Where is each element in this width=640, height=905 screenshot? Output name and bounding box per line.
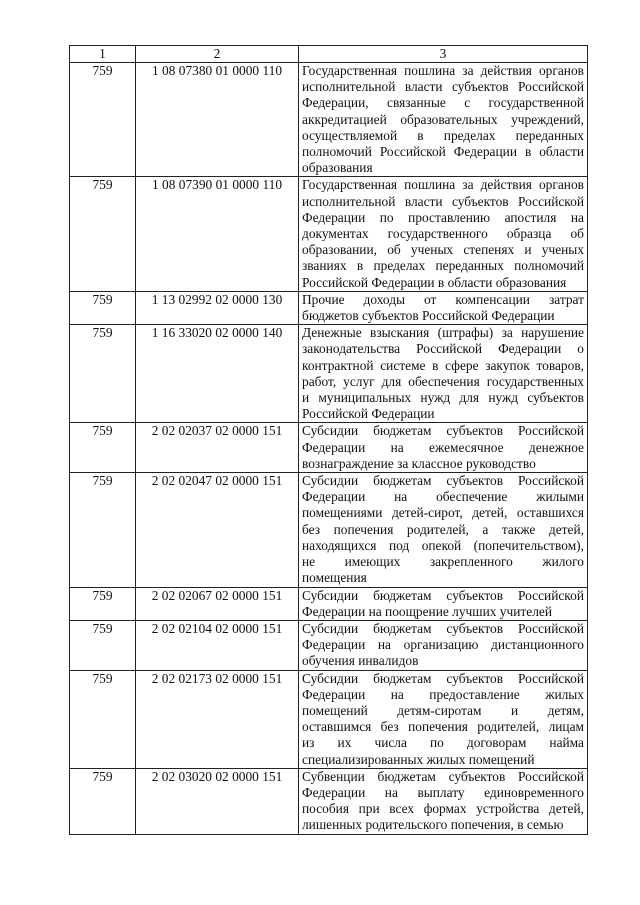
revenue-code-cell: 1 16 33020 02 0000 140 xyxy=(136,325,299,423)
revenue-name-cell xyxy=(299,63,588,177)
admin-code-cell: 759 xyxy=(70,670,136,768)
table-row xyxy=(70,63,588,177)
revenue-name-cell xyxy=(299,177,588,291)
revenue-name-line: документах государственного образца об xyxy=(302,226,584,242)
revenue-name-line: Федерации по проставлению апостиля на xyxy=(302,209,584,225)
admin-code-cell: 759 xyxy=(70,63,136,177)
revenue-name-cell xyxy=(299,670,588,768)
revenue-name-line: исполнительной власти субъектов Российской xyxy=(302,79,584,95)
admin-code-cell: 759 xyxy=(70,325,136,423)
revenue-name-cell xyxy=(299,587,588,620)
revenue-name-line: находящихся под опекой (попечительством), xyxy=(302,537,584,553)
revenue-name-line: лишенных родительского попечения, в семью xyxy=(302,817,564,833)
admin-code-cell: 759 xyxy=(70,587,136,620)
revenue-name-line: Федерации на ежемесячное денежное xyxy=(302,439,584,455)
table-row xyxy=(70,423,588,473)
revenue-name-line: Субсидии бюджетам субъектов Российской xyxy=(302,587,584,603)
revenue-name-line: помещений детям-сиротам и детям, xyxy=(302,702,584,718)
table-header-row xyxy=(70,46,588,63)
table-row xyxy=(70,768,588,834)
revenue-name-line: обучения инвалидов xyxy=(302,653,419,669)
revenue-name-line: Федерации на обеспечение жилыми xyxy=(302,489,584,505)
table-row xyxy=(70,587,588,620)
table-body xyxy=(70,63,588,835)
revenue-name-line: Федерации на поощрение лучших учителей xyxy=(302,603,552,619)
revenue-name-cell xyxy=(299,325,588,423)
revenue-code-cell: 2 02 02104 02 0000 151 xyxy=(136,620,299,670)
revenue-name-cell xyxy=(299,620,588,670)
admin-code-cell: 759 xyxy=(70,423,136,473)
revenue-name-line: Федерации, связанные с государственной xyxy=(302,95,584,111)
revenue-name-line: Российской Федерации в области образования xyxy=(302,274,567,290)
revenue-name-line: Субсидии бюджетам субъектов Российской xyxy=(302,670,584,686)
table-row xyxy=(70,291,588,324)
revenue-name-line: помещениями детей-сирот, детей, оставшихся xyxy=(302,505,584,521)
table-row xyxy=(70,473,588,587)
revenue-name-line: полномочий Российской Федерации в области xyxy=(302,144,584,160)
admin-code-cell: 759 xyxy=(70,620,136,670)
revenue-name-cell xyxy=(299,473,588,587)
revenue-name-line: Федерации на предоставление жилых xyxy=(302,686,584,702)
revenue-name-line: Субвенции бюджетам субъектов Российской xyxy=(302,768,584,784)
revenue-name-line: пособия при всех формах устройства детей, xyxy=(302,801,584,817)
revenue-name-line: осуществляемой в пределах переданных xyxy=(302,127,584,143)
revenue-code-cell: 2 02 02173 02 0000 151 xyxy=(136,670,299,768)
revenue-name-line: из их числа по договорам найма xyxy=(302,735,584,751)
revenue-code-cell: 2 02 02067 02 0000 151 xyxy=(136,587,299,620)
budget-classification-table xyxy=(69,45,588,835)
table-row xyxy=(70,177,588,291)
revenue-name-line: оставшимся без попечения родителей, лицам xyxy=(302,719,584,735)
revenue-code-cell: 2 02 02037 02 0000 151 xyxy=(136,423,299,473)
revenue-name-line: не имеющих закрепленного жилого xyxy=(302,554,584,570)
header-col-3: 3 xyxy=(299,46,588,63)
revenue-name-line: званиях в пределах переданных полномочий xyxy=(302,258,584,274)
admin-code-cell: 759 xyxy=(70,291,136,324)
revenue-name-line: Субсидии бюджетам субъектов Российской xyxy=(302,473,584,489)
revenue-name-line: бюджетов субъектов Российской Федерации xyxy=(302,308,555,324)
revenue-name-line: Государственная пошлина за действия органов xyxy=(302,63,584,78)
revenue-name-line: Государственная пошлина за действия органов xyxy=(302,177,584,193)
revenue-name-line: вознаграждение за классное руководство xyxy=(302,455,536,471)
table-row xyxy=(70,670,588,768)
revenue-code-cell: 1 08 07380 01 0000 110 xyxy=(136,63,299,177)
revenue-name-cell xyxy=(299,291,588,324)
revenue-name-line: образования xyxy=(302,160,373,176)
revenue-name-line: образовании, об ученых степенях и ученых xyxy=(302,242,584,258)
revenue-name-line: Субсидии бюджетам субъектов Российской xyxy=(302,620,584,636)
admin-code-cell: 759 xyxy=(70,473,136,587)
revenue-name-line: работ, услуг для обеспечения государственных xyxy=(302,373,584,389)
revenue-name-line: без попечения родителей, а также детей, xyxy=(302,521,584,537)
revenue-name-line: специализированных жилых помещений xyxy=(302,751,535,767)
revenue-name-line: Субсидии бюджетам субъектов Российской xyxy=(302,423,584,439)
revenue-name-line: законодательства Российской Федерации о xyxy=(302,341,584,357)
revenue-name-cell xyxy=(299,423,588,473)
revenue-code-cell: 2 02 02047 02 0000 151 xyxy=(136,473,299,587)
revenue-name-line: Российской Федерации xyxy=(302,406,435,422)
revenue-name-line: Денежные взыскания (штрафы) за нарушение xyxy=(302,325,584,341)
revenue-name-line: и муниципальных нужд для нужд субъектов xyxy=(302,390,584,406)
revenue-name-line: контрактной системе в сфере закупок товаров, xyxy=(302,357,584,373)
header-col-2: 2 xyxy=(136,46,299,63)
admin-code-cell: 759 xyxy=(70,177,136,291)
table-row xyxy=(70,620,588,670)
revenue-code-cell: 2 02 03020 02 0000 151 xyxy=(136,768,299,834)
revenue-name-line: Прочие доходы от компенсации затрат xyxy=(302,291,584,307)
table-row xyxy=(70,325,588,423)
revenue-name-line: Федерации на выплату единовременного xyxy=(302,784,584,800)
header-col-1: 1 xyxy=(70,46,136,63)
admin-code-cell: 759 xyxy=(70,768,136,834)
revenue-name-cell xyxy=(299,768,588,834)
revenue-name-line: исполнительной власти субъектов Российской xyxy=(302,193,584,209)
revenue-name-line: помещения xyxy=(302,570,367,586)
revenue-name-line: Федерации на организацию дистанционного xyxy=(302,637,584,653)
revenue-code-cell: 1 13 02992 02 0000 130 xyxy=(136,291,299,324)
revenue-name-line: аккредитацией образовательных учреждений, xyxy=(302,111,584,127)
revenue-code-cell: 1 08 07390 01 0000 110 xyxy=(136,177,299,291)
